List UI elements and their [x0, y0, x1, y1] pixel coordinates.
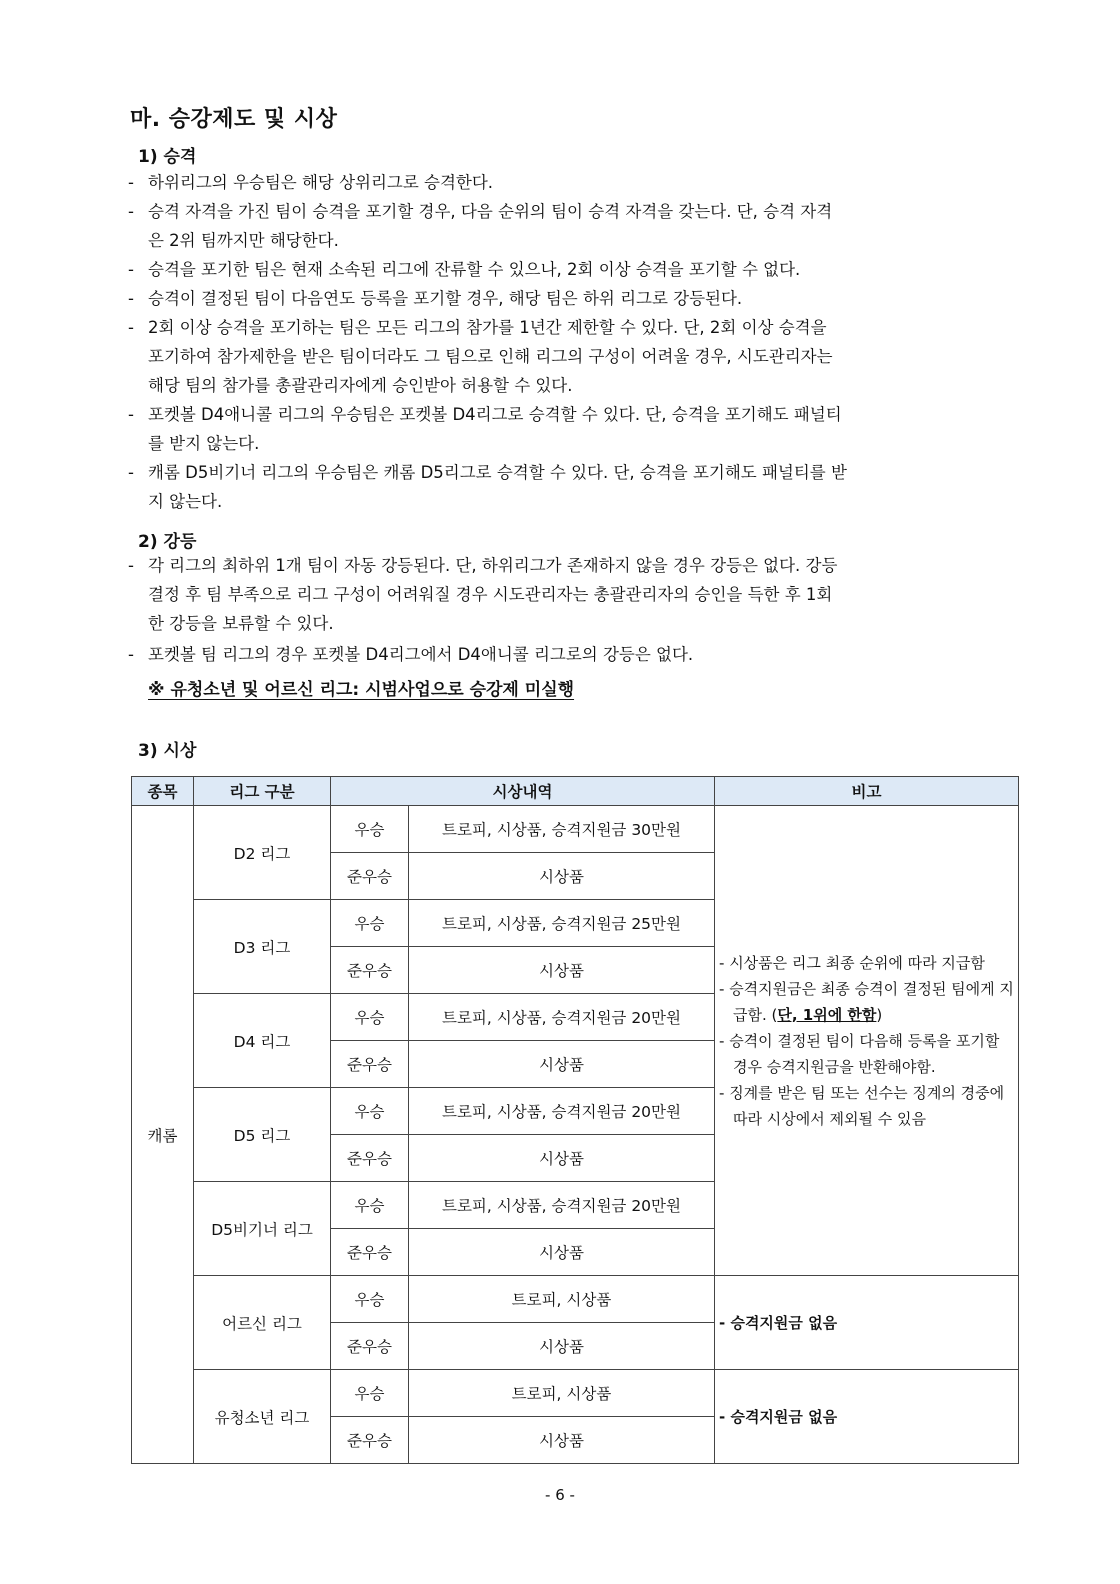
award-detail: 트로피, 시상품 [409, 1276, 715, 1323]
table-row [132, 806, 1019, 853]
remark-2: - 승격지원금은 최종 승격이 결정된 팀에게 지급함. (단, 1위에 한함) [719, 979, 1014, 1024]
table-row [132, 1276, 1019, 1323]
promo-item-2-cont: 은 2위 팀까지만 해당한다. [148, 231, 339, 250]
table-header-row [132, 777, 1019, 806]
promo-item-6: - 포켓볼 D4애니콜 리그의 우승팀은 포켓볼 D4리그로 승격할 수 있다. 단, 승격을 포기해도 패널티 [128, 405, 842, 424]
section-title: 마. 승강제도 및 시상 [130, 107, 338, 132]
rank-label: 우승 [331, 900, 409, 947]
award-detail: 시상품 [409, 1041, 715, 1088]
rank-label: 준우승 [331, 1229, 409, 1276]
rank-label: 우승 [331, 1182, 409, 1229]
header-remark: 비고 [715, 777, 1019, 806]
remark-1: - 시상품은 리그 최종 순위에 따라 지급함 [719, 953, 985, 972]
rank-label: 우승 [331, 1088, 409, 1135]
promotion-heading: 1) 승격 [138, 147, 197, 167]
sport-cell: 캐롬 [132, 806, 194, 1464]
rank-label: 우승 [331, 1370, 409, 1417]
rank-label: 준우승 [331, 1417, 409, 1464]
table-row [132, 1370, 1019, 1417]
promo-item-5: - 2회 이상 승격을 포기하는 팀은 모든 리그의 참가를 1년간 제한할 수 있다. 단, 2회 이상 승격을 [128, 318, 827, 337]
award-detail: 시상품 [409, 1229, 715, 1276]
promo-item-7-cont: 지 않는다. [148, 492, 223, 511]
awards-heading: 3) 시상 [138, 741, 197, 761]
promo-item-5-cont-2: 해당 팀의 참가를 총괄관리자에게 승인받아 허용할 수 있다. [148, 376, 573, 395]
rank-label: 준우승 [331, 1041, 409, 1088]
remark-4: - 징계를 받은 팀 또는 선수는 징계의 경중에 따라 시상에서 제외될 수 있음 [719, 1083, 1005, 1128]
page-number: - 6 - [545, 1486, 575, 1504]
header-league: 리그 구분 [194, 777, 331, 806]
remark-3: - 승격이 결정된 팀이 다음해 등록을 포기할 경우 승격지원금을 반환해야함. [719, 1031, 1000, 1076]
league-name: 어르신 리그 [194, 1276, 331, 1370]
remark-no-support: - 승격지원금 없음 [715, 1276, 1019, 1370]
league-name: D5비기너 리그 [194, 1182, 331, 1276]
award-detail: 트로피, 시상품 [409, 1370, 715, 1417]
releg-item-1: - 각 리그의 최하위 1개 팀이 자동 강등된다. 단, 하위리그가 존재하지 않을 경우 강등은 없다. 강등 [128, 556, 838, 575]
league-name: D2 리그 [194, 806, 331, 900]
promo-item-4: - 승격이 결정된 팀이 다음연도 등록을 포기할 경우, 해당 팀은 하위 리그로 강등된다. [128, 289, 743, 308]
promo-item-5-cont-1: 포기하여 참가제한을 받은 팀이더라도 그 팀으로 인해 리그의 구성이 어려울 경우, 시도관리자는 [148, 347, 833, 366]
rank-label: 준우승 [331, 947, 409, 994]
relegation-note: ※ 유청소년 및 어르신 리그: 시범사업으로 승강제 미실행 [148, 680, 575, 700]
award-detail: 트로피, 시상품, 승격지원금 20만원 [409, 1182, 715, 1229]
rank-label: 우승 [331, 994, 409, 1041]
award-detail: 트로피, 시상품, 승격지원금 30만원 [409, 806, 715, 853]
promo-item-2: - 승격 자격을 가진 팀이 승격을 포기할 경우, 다음 순위의 팀이 승격 자격을 갖는다. 단, 승격 자격 [128, 202, 833, 221]
promo-item-3: - 승격을 포기한 팀은 현재 소속된 리그에 잔류할 수 있으나, 2회 이상 승격을 포기할 수 없다. [128, 260, 801, 279]
rank-label: 준우승 [331, 853, 409, 900]
award-detail: 시상품 [409, 1323, 715, 1370]
header-awards: 시상내역 [331, 777, 715, 806]
award-detail: 트로피, 시상품, 승격지원금 20만원 [409, 994, 715, 1041]
remark-no-support: - 승격지원금 없음 [715, 1370, 1019, 1464]
releg-item-1-cont-2: 한 강등을 보류할 수 있다. [148, 614, 334, 633]
rank-label: 우승 [331, 806, 409, 853]
releg-item-1-cont-1: 결정 후 팀 부족으로 리그 구성이 어려워질 경우 시도관리자는 총괄관리자의 승인을 득한 후 1회 [148, 585, 833, 604]
relegation-heading: 2) 강등 [138, 532, 197, 552]
remark-cell [715, 806, 1019, 1276]
league-name: D3 리그 [194, 900, 331, 994]
league-name: D5 리그 [194, 1088, 331, 1182]
releg-item-2: - 포켓볼 팀 리그의 경우 포켓볼 D4리그에서 D4애니콜 리그로의 강등은 없다. [128, 645, 694, 664]
league-name: D4 리그 [194, 994, 331, 1088]
header-sport: 종목 [132, 777, 194, 806]
promo-item-6-cont: 를 받지 않는다. [148, 434, 260, 453]
rank-label: 우승 [331, 1276, 409, 1323]
rank-label: 준우승 [331, 1323, 409, 1370]
award-detail: 시상품 [409, 1135, 715, 1182]
award-detail: 시상품 [409, 853, 715, 900]
awards-table [131, 776, 1019, 1464]
award-detail: 트로피, 시상품, 승격지원금 20만원 [409, 1088, 715, 1135]
award-detail: 시상품 [409, 1417, 715, 1464]
promo-item-1: - 하위리그의 우승팀은 해당 상위리그로 승격한다. [128, 173, 494, 192]
promo-item-7: - 캐롬 D5비기너 리그의 우승팀은 캐롬 D5리그로 승격할 수 있다. 단, 승격을 포기해도 패널티를 받 [128, 463, 847, 482]
award-detail: 트로피, 시상품, 승격지원금 25만원 [409, 900, 715, 947]
league-name: 유청소년 리그 [194, 1370, 331, 1464]
rank-label: 준우승 [331, 1135, 409, 1182]
award-detail: 시상품 [409, 947, 715, 994]
